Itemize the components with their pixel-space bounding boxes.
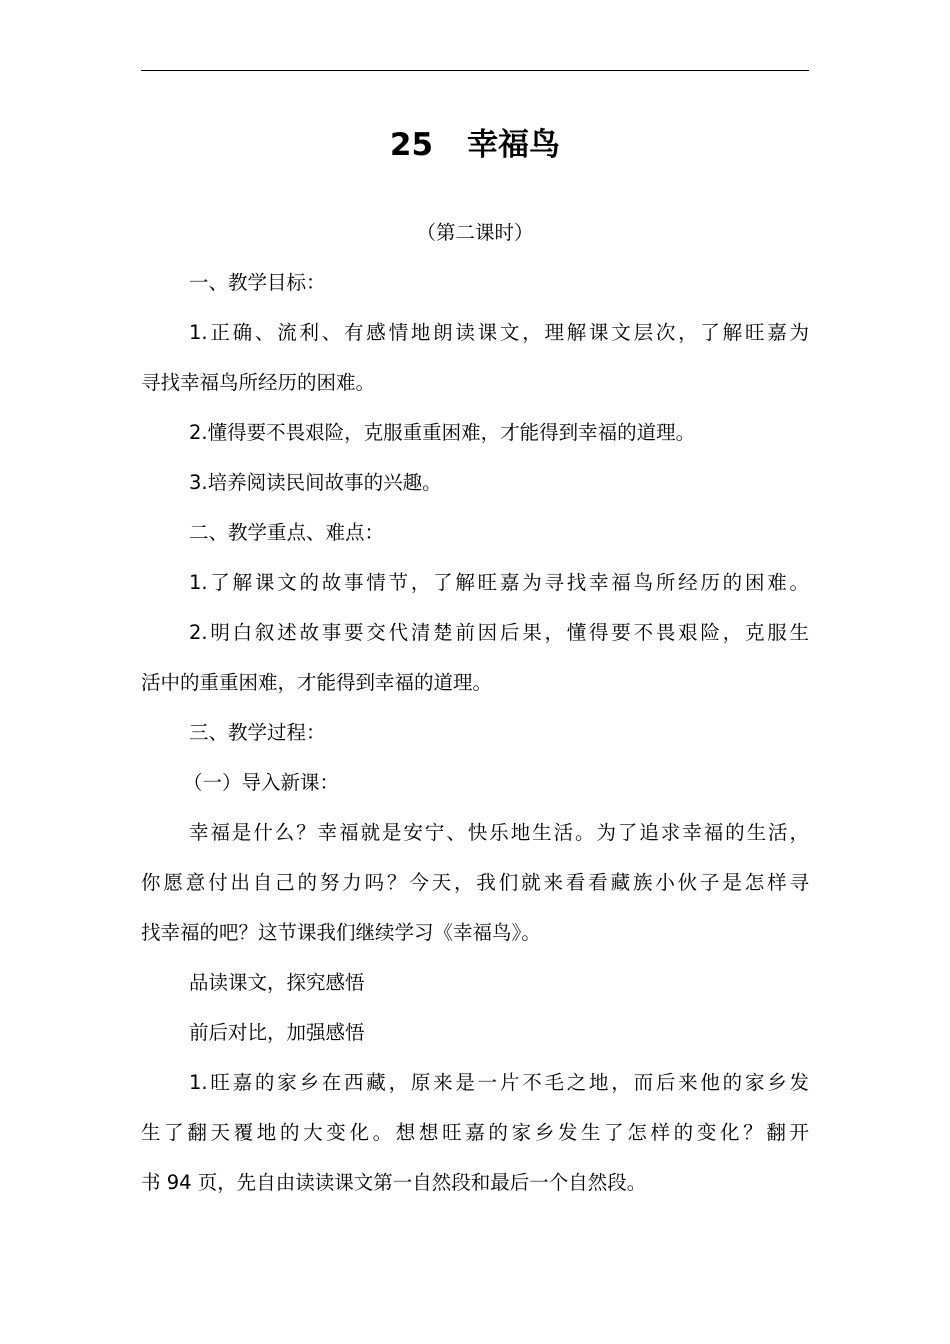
paragraph-line: 2.明白叙述故事要交代清楚前因后果，懂得要不畏艰险，克服生 [189, 621, 809, 644]
header-rule [141, 70, 809, 71]
section-heading-process: 三、教学过程： [189, 721, 326, 744]
section-heading-objectives: 一、教学目标： [189, 271, 326, 294]
paragraph-line: 1.旺嘉的家乡在西藏，原来是一片不毛之地，而后来他的家乡发 [189, 1071, 809, 1094]
paragraph-line: 前后对比，加强感悟 [189, 1021, 365, 1044]
paragraph-line: 找幸福的吧？这节课我们继续学习《幸福鸟》。 [141, 921, 541, 944]
paragraph-line: 你愿意付出自己的努力吗？今天，我们就来看看藏族小伙子是怎样寻 [141, 871, 809, 894]
lesson-title [141, 120, 809, 170]
paragraph-line: 书 94 页，先自由读读课文第一自然段和最后一个自然段。 [141, 1171, 647, 1194]
paragraph-line: 2.懂得要不畏艰险，克服重重困难，才能得到幸福的道理。 [189, 421, 696, 444]
section-heading-key-points: 二、教学重点、难点： [189, 521, 385, 544]
subsection-heading-intro: （一）导入新课： [183, 771, 340, 794]
paragraph-line: 寻找幸福鸟所经历的困难。 [141, 371, 376, 394]
paragraph-line: 3.培养阅读民间故事的兴趣。 [189, 471, 442, 494]
paragraph-line: 幸福是什么？幸福就是安宁、快乐地生活。为了追求幸福的生活， [189, 821, 809, 844]
lesson-title-text: 幸福鸟 [467, 127, 561, 163]
paragraph-line: 1.了解课文的故事情节，了解旺嘉为寻找幸福鸟所经历的困难。 [189, 571, 809, 594]
lesson-number: 25 [389, 127, 434, 163]
paragraph-line: 品读课文，探究感悟 [189, 971, 365, 994]
paragraph-line: 1.正确、流利、有感情地朗读课文，理解课文层次，了解旺嘉为 [189, 321, 809, 344]
paragraph-line: 生了翻天覆地的大变化。想想旺嘉的家乡发生了怎样的变化？翻开 [141, 1121, 809, 1144]
lesson-subtitle: （第二课时） [416, 221, 534, 244]
paragraph-line: 活中的重重困难，才能得到幸福的道理。 [141, 671, 493, 694]
